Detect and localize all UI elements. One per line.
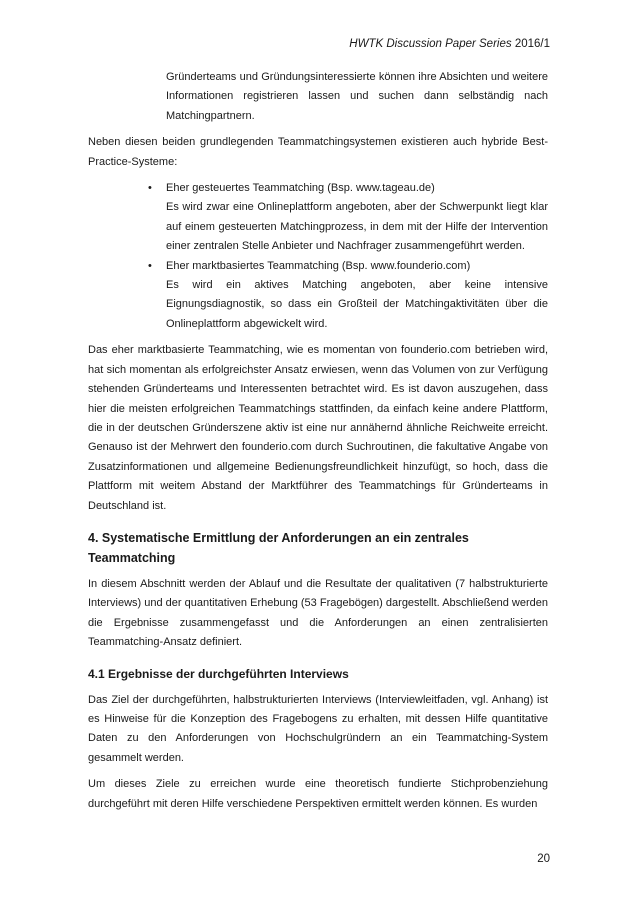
- subsection-heading: 4.1 Ergebnisse der durchgeführten Interviews: [88, 666, 349, 681]
- bullet-list: [88, 179, 548, 334]
- running-header: [349, 38, 550, 50]
- bullet-text: Es wird zwar eine Onlineplattform angeboten, aber der Schwerpunkt liegt klar auf einem gesteuerten Matchingprozess, in dem mit der Hilfe der Intervention einer zentralen Stelle Anbieter und Nachfrager zusammengeführt werden.: [166, 201, 548, 253]
- bullet-title: Eher marktbasiertes Teammatching (Bsp. www.founderio.com): [166, 259, 471, 272]
- paragraph-market-based: Das eher marktbasierte Teammatching, wie es momentan von founderio.com betrieben wird, hat sich momentan als erfolgreichster Ansatz erwiesen, wenn das Volumen von zur Verfügung stehenden Gründerteams und Interessenten betrachtet wird. Es ist davon auszugehen, dass hier die meisten erfolgreichen Teammatchings stattfinden, da einfach keine andere Plattform, die in der deutschen Gründerszene aktiv ist eine nur annähernd ähnliche Reichweite erreicht. Genauso ist der Mehrwert den founderio.com durch Suchroutinen, die fakultative Angabe von Zusatzinformationen und allgemeine Bedienungsfreundlichkeit hinzufügt, so hoch, dass die Plattform mit weitem Abstand der Marktführer des Teammatchings für Gründerteams in Deutschland ist.: [88, 344, 548, 512]
- series-year: 2016/1: [514, 38, 550, 50]
- continued-paragraph: Gründerteams und Gründungsinteressierte können ihre Absichten und weitere Informationen registrieren lassen und suchen dann selbständig nach Matchingpartnern.: [166, 71, 548, 122]
- bullet-title: Eher gesteuertes Teammatching (Bsp. www.tageau.de): [166, 182, 435, 195]
- series-title: HWTK Discussion Paper Series: [349, 38, 512, 50]
- bullet-icon: •: [148, 259, 152, 272]
- subsection-paragraph: Das Ziel der durchgeführten, halbstrukturierten Interviews (Interviewleitfaden, vgl. Anhang) ist es Hinweise für die Konzeption des Fragebogens zu erhalten, mit dessen Hilfe quantitative Daten zu den Anforderungen von Hochschulgründern an ein Teammatching-System gesammelt werden.: [88, 693, 548, 764]
- bullet-item: [88, 257, 548, 335]
- bullet-item: [88, 179, 548, 257]
- section-paragraph: In diesem Abschnitt werden der Ablauf und die Resultate der qualitativen (7 halbstrukturierte Interviews) und der quantitativen Erhebung (53 Fragebögen) dargestellt. Abschließend werden die Ergebnisse zusammengefasst und die Anforderungen an einen zentralisierten Teammatching-Ansatz definiert.: [88, 577, 548, 649]
- page-body: [88, 68, 548, 821]
- subsection-paragraph: Um dieses Ziele zu erreichen wurde eine theoretisch fundierte Stichprobenziehung durchgeführt mit deren Hilfe verschiedene Perspektiven ermittelt werden können. Es wurden: [88, 778, 548, 810]
- bullet-text: Es wird ein aktives Matching angeboten, aber keine intensive Eignungsdiagnostik, so dass ein Großteil der Matchingaktivitäten über die Onlineplattform abgewickelt wird.: [166, 279, 548, 330]
- bullet-icon: •: [148, 182, 152, 195]
- page-number: 20: [537, 853, 550, 865]
- paragraph-hybrid-systems: Neben diesen beiden grundlegenden Teammatchingsystemen existieren auch hybride Best-Practice-Systeme:: [88, 136, 548, 168]
- section-heading: 4. Systematische Ermittlung der Anforderungen an ein zentrales Teammatching: [88, 530, 469, 565]
